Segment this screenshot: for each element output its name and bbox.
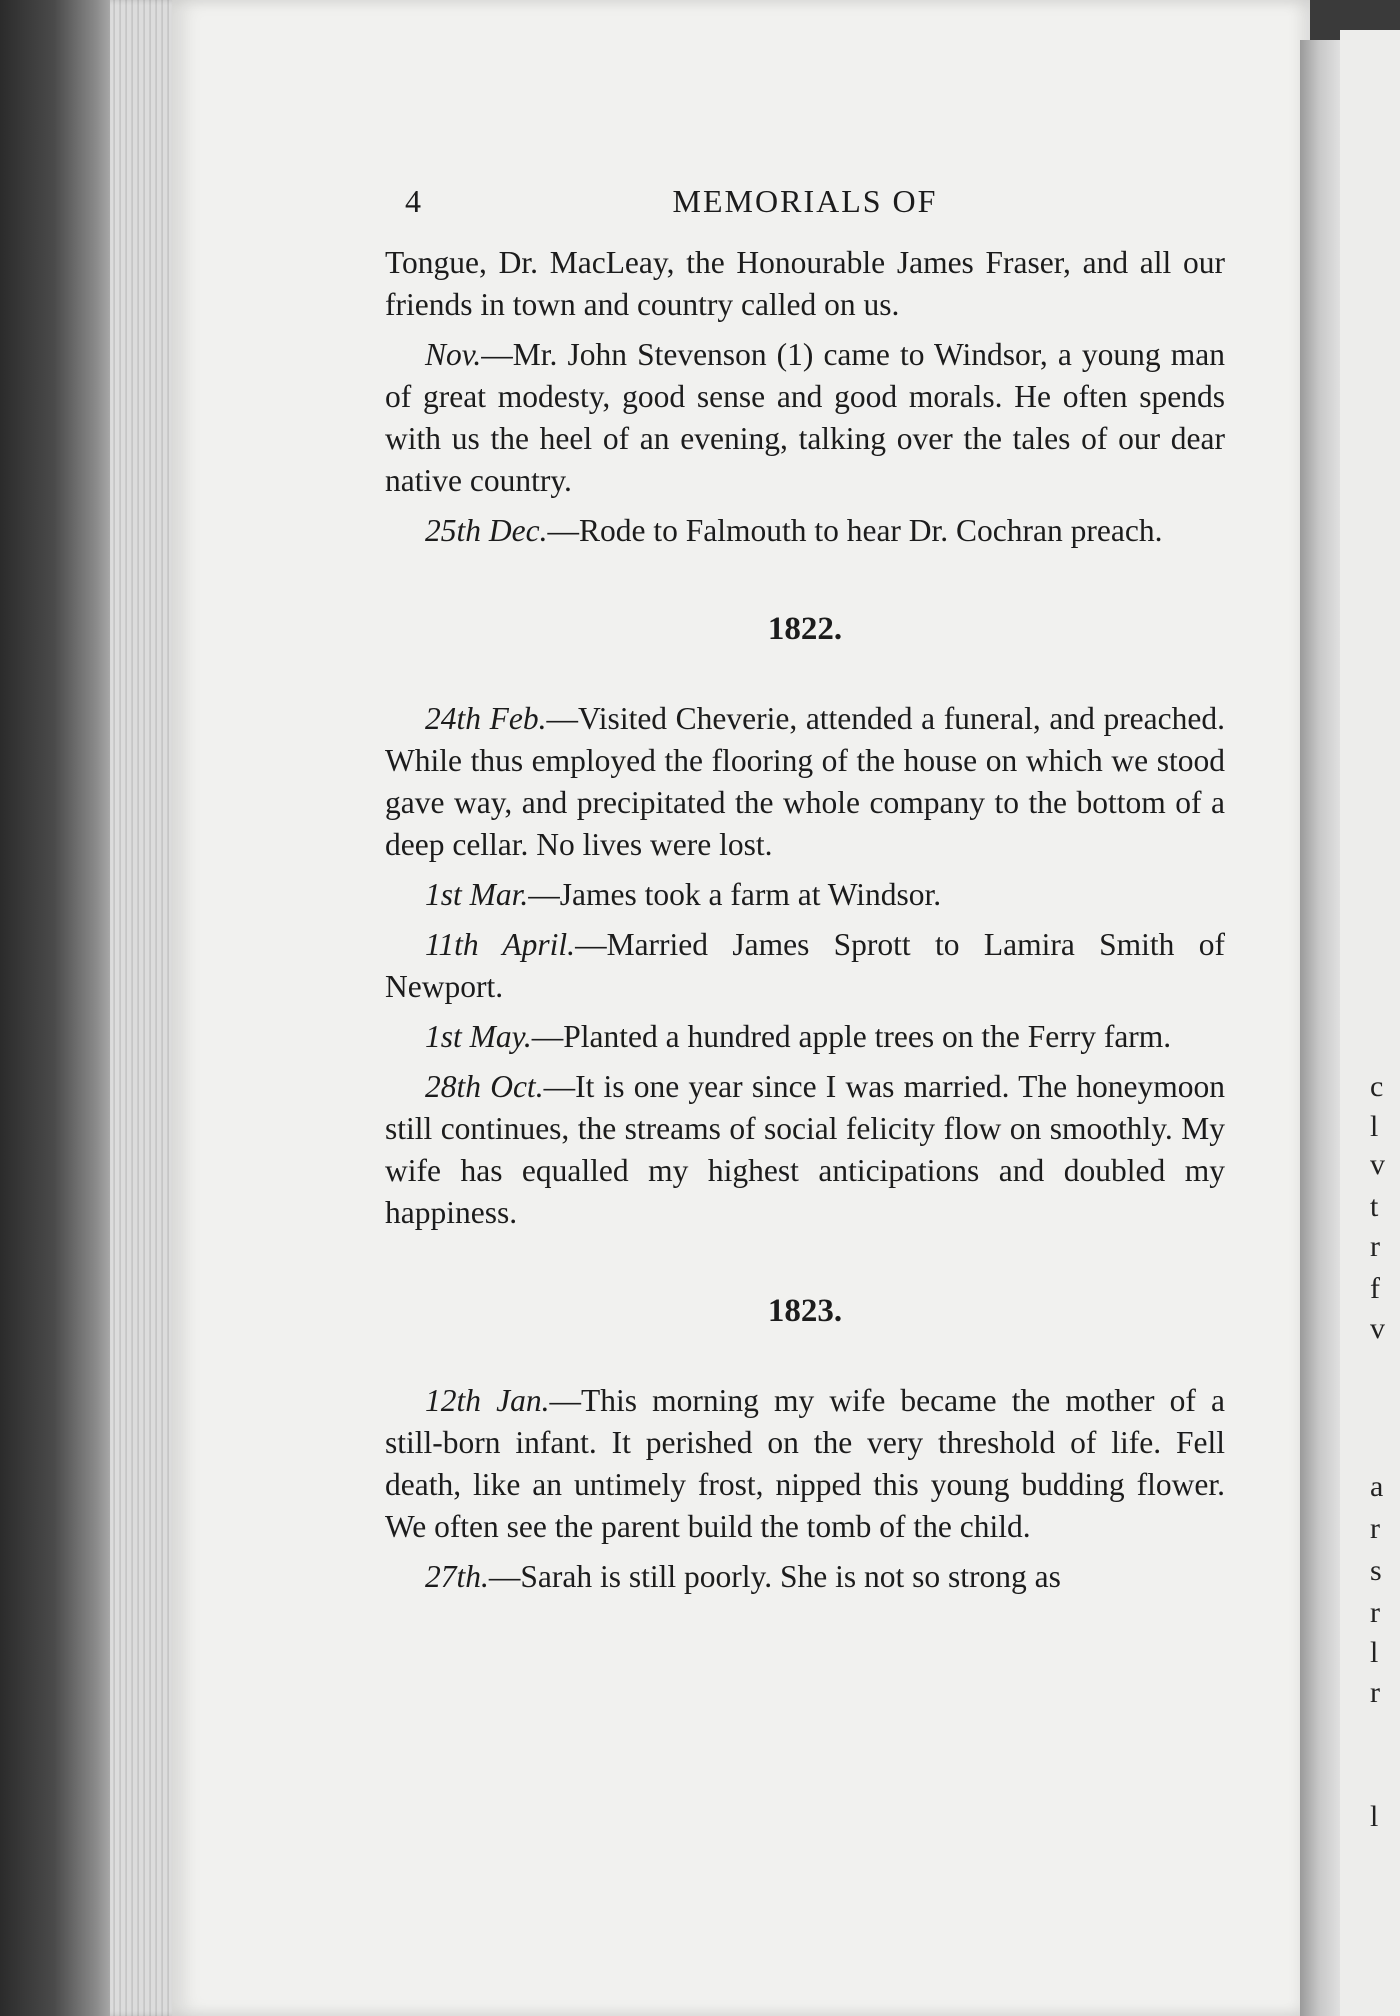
facing-page-glyph: v <box>1370 1312 1385 1345</box>
entry-date: 25th Dec. <box>425 513 548 548</box>
entry-paragraph <box>385 698 1225 866</box>
entry-date: 12th Jan. <box>425 1383 550 1418</box>
facing-page-glyph: r <box>1370 1676 1380 1709</box>
entry-paragraph <box>385 1016 1225 1058</box>
facing-page-glyph: l <box>1370 1636 1379 1669</box>
entry-paragraph <box>385 1556 1225 1598</box>
facing-page-glyph: f <box>1370 1272 1380 1305</box>
entry-date: 28th Oct. <box>425 1069 544 1104</box>
entry-date: 11th April. <box>425 927 576 962</box>
facing-page-glyph: s <box>1370 1554 1382 1587</box>
facing-page-glyph: r <box>1370 1596 1380 1629</box>
facing-page-glyph: r <box>1370 1512 1380 1545</box>
book-page-edges <box>110 0 180 2016</box>
entry-text: —This morning my wife became the mother of a still-born infant. It perished on the very threshold of life. Fell death, like an untimely frost, nipped this young budding flower. We often see the parent build the tomb of the child. <box>385 1383 1226 1544</box>
facing-page-glyph: t <box>1370 1190 1379 1223</box>
entry-text: —Sarah is still poorly. She is not so strong as <box>488 1559 1061 1594</box>
entry-text: —James took a farm at Windsor. <box>528 877 942 912</box>
entry-text: —Mr. John Stevenson (1) came to Windsor, a young man of great modesty, good sense and good morals. He often spends with us the heel of an evening, talking over the tales of our dear native country. <box>385 337 1225 498</box>
entry-date: Nov. <box>425 337 482 372</box>
running-title: MEMORIALS OF <box>672 183 938 219</box>
entry-paragraph <box>385 1066 1225 1234</box>
entry-text: —Married James Sprott to Lamira Smith of Newport. <box>385 927 1225 1004</box>
entry-date: 1st May. <box>425 1019 532 1054</box>
facing-page-glyph: l <box>1370 1110 1379 1143</box>
entry-text: —Visited Cheverie, attended a funeral, and preached. While thus employed the flooring of the house on which we stood gave way, and precipitated the whole company to the bottom of a deep cellar. No lives were lost. <box>385 701 1225 862</box>
facing-page-glyph: a <box>1370 1470 1384 1503</box>
year-heading-1822: 1822. <box>767 611 843 647</box>
facing-page-glyph: r <box>1370 1230 1380 1263</box>
facing-page-glyph: v <box>1370 1148 1385 1181</box>
entry-paragraph <box>385 874 1225 916</box>
entry-paragraph <box>385 510 1225 552</box>
facing-page-edge <box>1340 30 1400 2016</box>
entry-date: 27th. <box>425 1559 489 1594</box>
entry-paragraph <box>385 1380 1225 1548</box>
facing-page-glyph: l <box>1370 1800 1379 1833</box>
entry-text: —Planted a hundred apple trees on the Ferry farm. <box>531 1019 1172 1054</box>
entry-date: 24th Feb. <box>425 701 547 736</box>
year-heading-1823: 1823. <box>767 1293 843 1329</box>
scan-background-left <box>0 0 120 2016</box>
entry-paragraph <box>385 242 1225 326</box>
entry-paragraph <box>385 334 1225 502</box>
entry-paragraph <box>385 924 1225 1008</box>
entry-text: Tongue, Dr. MacLeay, the Honourable James Fraser, and all our friends in town and country called on us. <box>385 245 1225 322</box>
facing-page-glyph: c <box>1370 1070 1384 1103</box>
page-text <box>385 180 1225 1606</box>
running-head <box>385 180 1225 232</box>
page-number: 4 <box>405 183 423 219</box>
entry-date: 1st Mar. <box>425 877 529 912</box>
entry-text: —It is one year since I was married. The honeymoon still continues, the streams of social felicity flow on smoothly. My wife has equalled my highest anticipations and doubled my happiness. <box>385 1069 1226 1230</box>
entry-text: —Rode to Falmouth to hear Dr. Cochran preach. <box>547 513 1163 548</box>
